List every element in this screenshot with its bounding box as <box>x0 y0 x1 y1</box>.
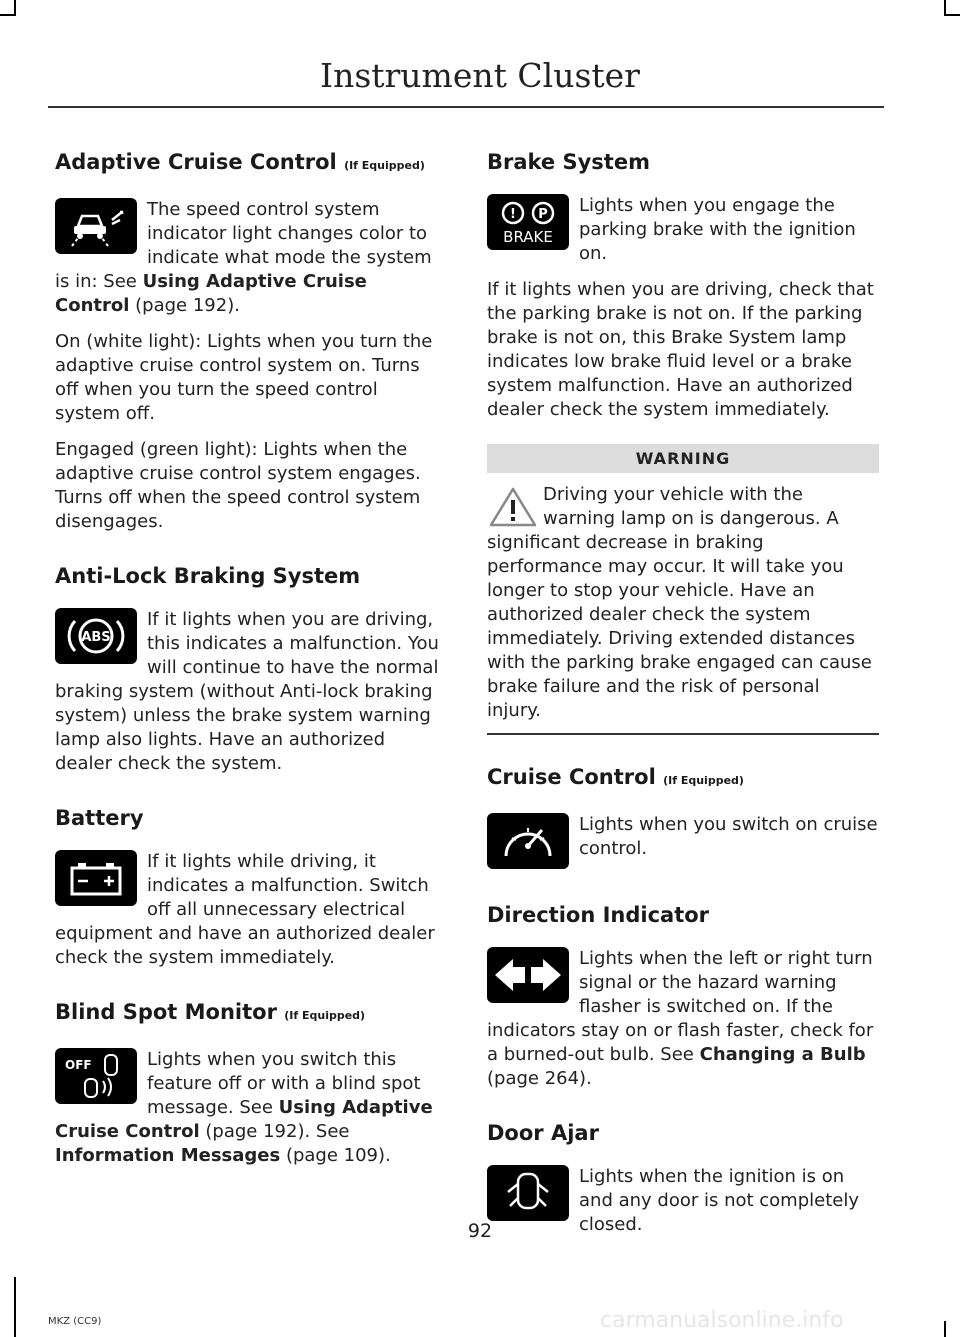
text: (page 192). <box>129 295 240 316</box>
section-title: Direction Indicator <box>487 903 710 927</box>
cross-reference: Changing a Bulb <box>699 1044 866 1065</box>
brake-paragraph-1: Lights when you engage the parking brake with the ignition on. <box>579 195 856 264</box>
crop-mark <box>944 1321 946 1337</box>
section-title: Brake System <box>487 150 650 174</box>
section-title: Battery <box>55 806 144 830</box>
cruise-paragraph: Lights when you switch on cruise control. <box>579 814 878 859</box>
abs-icon-label: ABS <box>81 630 111 645</box>
text: The speed control system indicator light changes color to indicate what mode the system is in: See <box>55 199 432 292</box>
door-ajar-paragraph: Lights when the ignition is on and any door is not completely closed. <box>579 1166 860 1235</box>
section-title-text: Cruise Control <box>487 765 656 789</box>
brake-icon-parking: P <box>538 207 548 222</box>
battery-icon <box>55 850 137 906</box>
section-abs <box>55 562 447 776</box>
right-column <box>487 148 879 1265</box>
crop-mark <box>0 14 16 16</box>
crop-mark <box>944 14 960 16</box>
cross-reference: Using Adaptive Cruise Control <box>55 1097 433 1142</box>
page-title: Instrument Cluster <box>320 56 640 95</box>
text: Lights when you switch this feature off or with a blind spot message. See <box>147 1049 421 1118</box>
watermark: carmanualsonline.info <box>600 1308 844 1333</box>
brake-icon-exclamation: ! <box>510 207 516 222</box>
text: (page 109). <box>280 1145 391 1166</box>
section-title <box>55 998 447 1030</box>
adaptive-cruise-icon <box>55 198 137 254</box>
blind-spot-off-icon <box>55 1048 137 1104</box>
brake-icon <box>487 194 569 250</box>
section-title: Door Ajar <box>487 1121 599 1145</box>
abs-paragraph: If it lights when you are driving, this indicates a malfunction. You will continue to have the normal braking system (without Anti-lock braking system) unless the brake system warning lamp also lights. Have an authorized dealer check the system. <box>55 609 439 774</box>
warning-box <box>487 483 879 735</box>
left-column <box>55 148 447 1196</box>
page-number: 92 <box>467 1220 493 1242</box>
section-title <box>55 148 447 180</box>
section-blind-spot <box>55 998 447 1168</box>
if-equipped-note: (If Equipped) <box>344 159 425 172</box>
section-title <box>487 763 879 795</box>
warning-heading: WARNING <box>487 444 879 473</box>
acc-paragraph-3: Engaged (green light): Lights when the adaptive cruise control system engages. Turns off when the speed control system disengages. <box>55 439 421 532</box>
warning-triangle-icon <box>487 485 539 529</box>
turn-signal-icon <box>487 947 569 1003</box>
text: Lights when the left or right turn signal or the hazard warning flasher is switched on. If the indicators stay on or flash faster, check for a burned-out bulb. See <box>487 948 874 1065</box>
warning-text: Driving your vehicle with the warning lamp on is dangerous. A significant decrease in braking performance may occur. It will take you longer to stop your vehicle. Have an authorized dealer check the system immediately. Driving extended distances with the parking brake engaged can cause brake failure and the risk of personal injury. <box>487 484 872 721</box>
section-title-text: Adaptive Cruise Control <box>55 150 337 174</box>
section-battery <box>55 804 447 970</box>
abs-icon <box>55 608 137 664</box>
section-direction <box>487 901 879 1091</box>
section-brake <box>487 148 879 422</box>
if-equipped-note: (If Equipped) <box>284 1009 366 1022</box>
text: (page 264). <box>487 1068 592 1089</box>
cross-reference: Information Messages <box>55 1145 281 1166</box>
model-code: MKZ (CC9) <box>48 1316 102 1327</box>
crop-mark <box>14 1277 16 1337</box>
section-title: Anti-Lock Braking System <box>55 564 361 588</box>
cruise-control-icon <box>487 813 569 869</box>
battery-paragraph: If it lights while driving, it indicates a malfunction. Switch off all unnecessary electrical equipment and have an authorized dealer check the system immediately. <box>55 851 435 968</box>
if-equipped-note: (If Equipped) <box>663 774 744 787</box>
text: (page 192). See <box>199 1121 350 1142</box>
header-rule <box>48 106 884 108</box>
door-ajar-icon <box>487 1165 569 1221</box>
acc-paragraph-2: On (white light): Lights when you turn the adaptive cruise control system on. Turns off when you turn the speed control system off. <box>55 331 433 424</box>
brake-icon-label: BRAKE <box>503 228 553 246</box>
section-cruise <box>487 763 879 873</box>
cross-reference: Using Adaptive Cruise Control <box>55 271 367 316</box>
brake-paragraph-2: If it lights when you are driving, check that the parking brake is not on. If the parking brake is not on, this Brake System lamp indicates low brake fluid level or a brake system malfunction. Have an authorized dealer check the system immediately. <box>487 279 874 420</box>
blind-spot-icon-label: OFF <box>65 1058 92 1072</box>
section-title-text: Blind Spot Monitor <box>55 1000 277 1024</box>
section-adaptive-cruise <box>55 148 447 534</box>
